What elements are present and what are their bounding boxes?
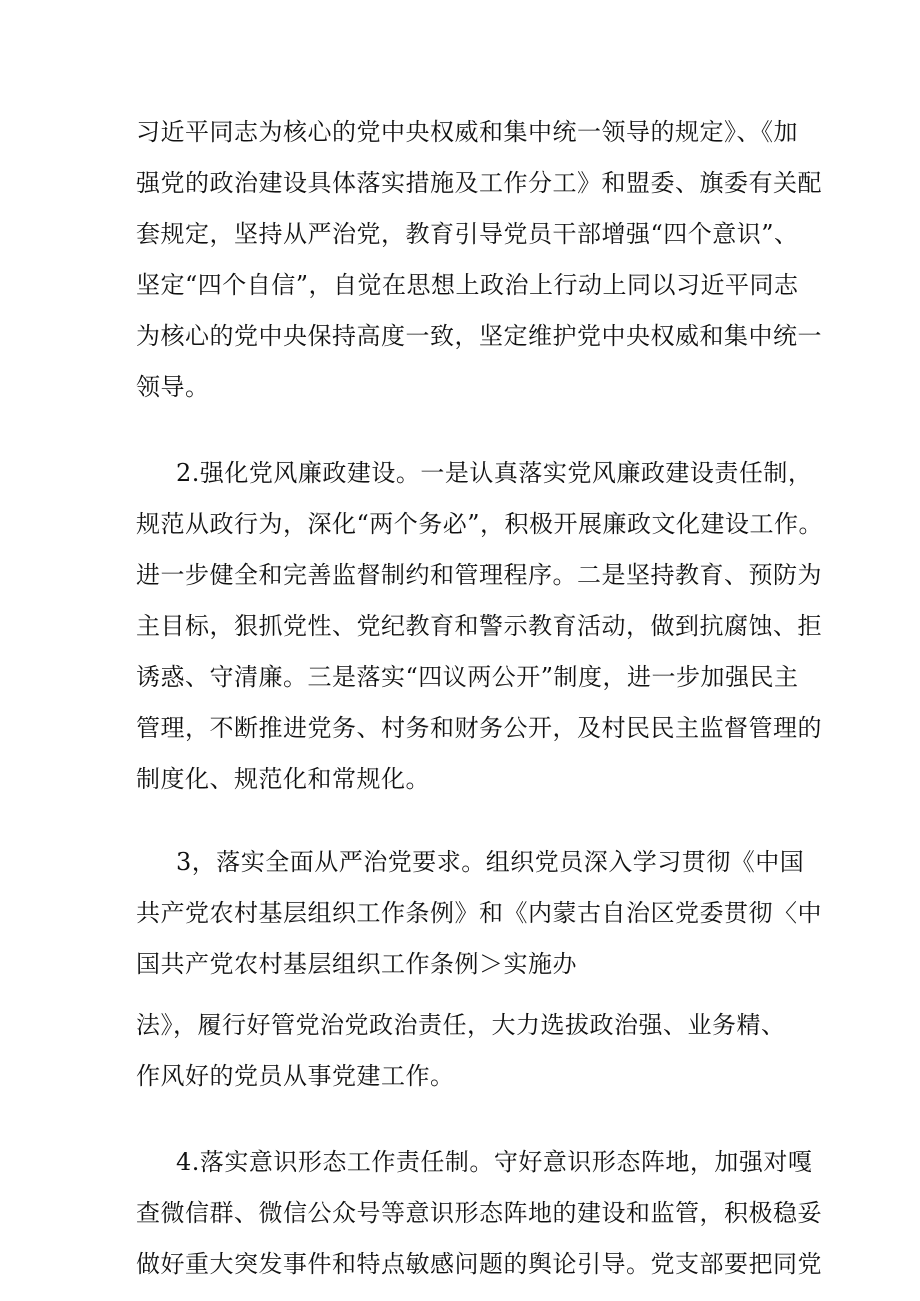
text-line: 共产党农村基层组织工作条例》和《内蒙古自治区党委贯彻〈中 <box>136 899 822 927</box>
text-line: 作风好的党员从事党建工作。 <box>136 1062 455 1090</box>
text-line: 坚定“四个自信”，自觉在思想上政治上行动上同以习近平同志 <box>136 271 799 299</box>
text-line: 主目标，狠抓党性、党纪教育和警示教育活动，做到抗腐蚀、拒 <box>136 612 822 640</box>
text-line: 规范从政行为，深化“两个务必”，积极开展廉政文化建设工作。 <box>136 510 824 538</box>
section-heading-line: 4.落实意识形态工作责任制。守好意识形态阵地，加强对嘎 <box>176 1148 813 1176</box>
text-line: 强党的政治建设具体落实措施及工作分工》和盟委、旗委有关配 <box>136 169 822 197</box>
text-line: 领导。 <box>136 373 210 401</box>
section-heading-line: 3，落实全面从严治党要求。组织党员深入学习贯彻《中国 <box>176 848 805 876</box>
text-line: 进一步健全和完善监督制约和管理程序。二是坚持教育、预防为 <box>136 561 822 589</box>
text-line: 法》，履行好管党治党政治责任，大力选拔政治强、业务精、 <box>136 1011 786 1039</box>
text-line: 国共产党农村基层组织工作条例＞实施办 <box>136 950 577 978</box>
section-heading-line: 2.强化党风廉政建设。一是认真落实党风廉政建设责任制， <box>176 459 813 487</box>
text-line: 管理，不断推进党务、村务和财务公开，及村民民主监督管理的 <box>136 714 822 742</box>
text-line: 查微信群、微信公众号等意识形态阵地的建设和监管，积极稳妥 <box>136 1199 822 1227</box>
text-line: 习近平同志为核心的党中央权威和集中统一领导的规定》、《加 <box>136 118 798 146</box>
text-line: 做好重大突发事件和特点敏感问题的舆论引导。党支部要把同党 <box>136 1250 822 1278</box>
text-line: 制度化、规范化和常规化。 <box>136 765 430 793</box>
text-line: 为核心的党中央保持高度一致，坚定维护党中央权威和集中统一 <box>136 322 822 350</box>
text-line: 诱惑、守清廉。三是落实“四议两公开”制度，进一步加强民主 <box>136 663 799 691</box>
text-line: 套规定，坚持从严治党，教育引导党员干部增强“四个意识”、 <box>136 220 799 248</box>
